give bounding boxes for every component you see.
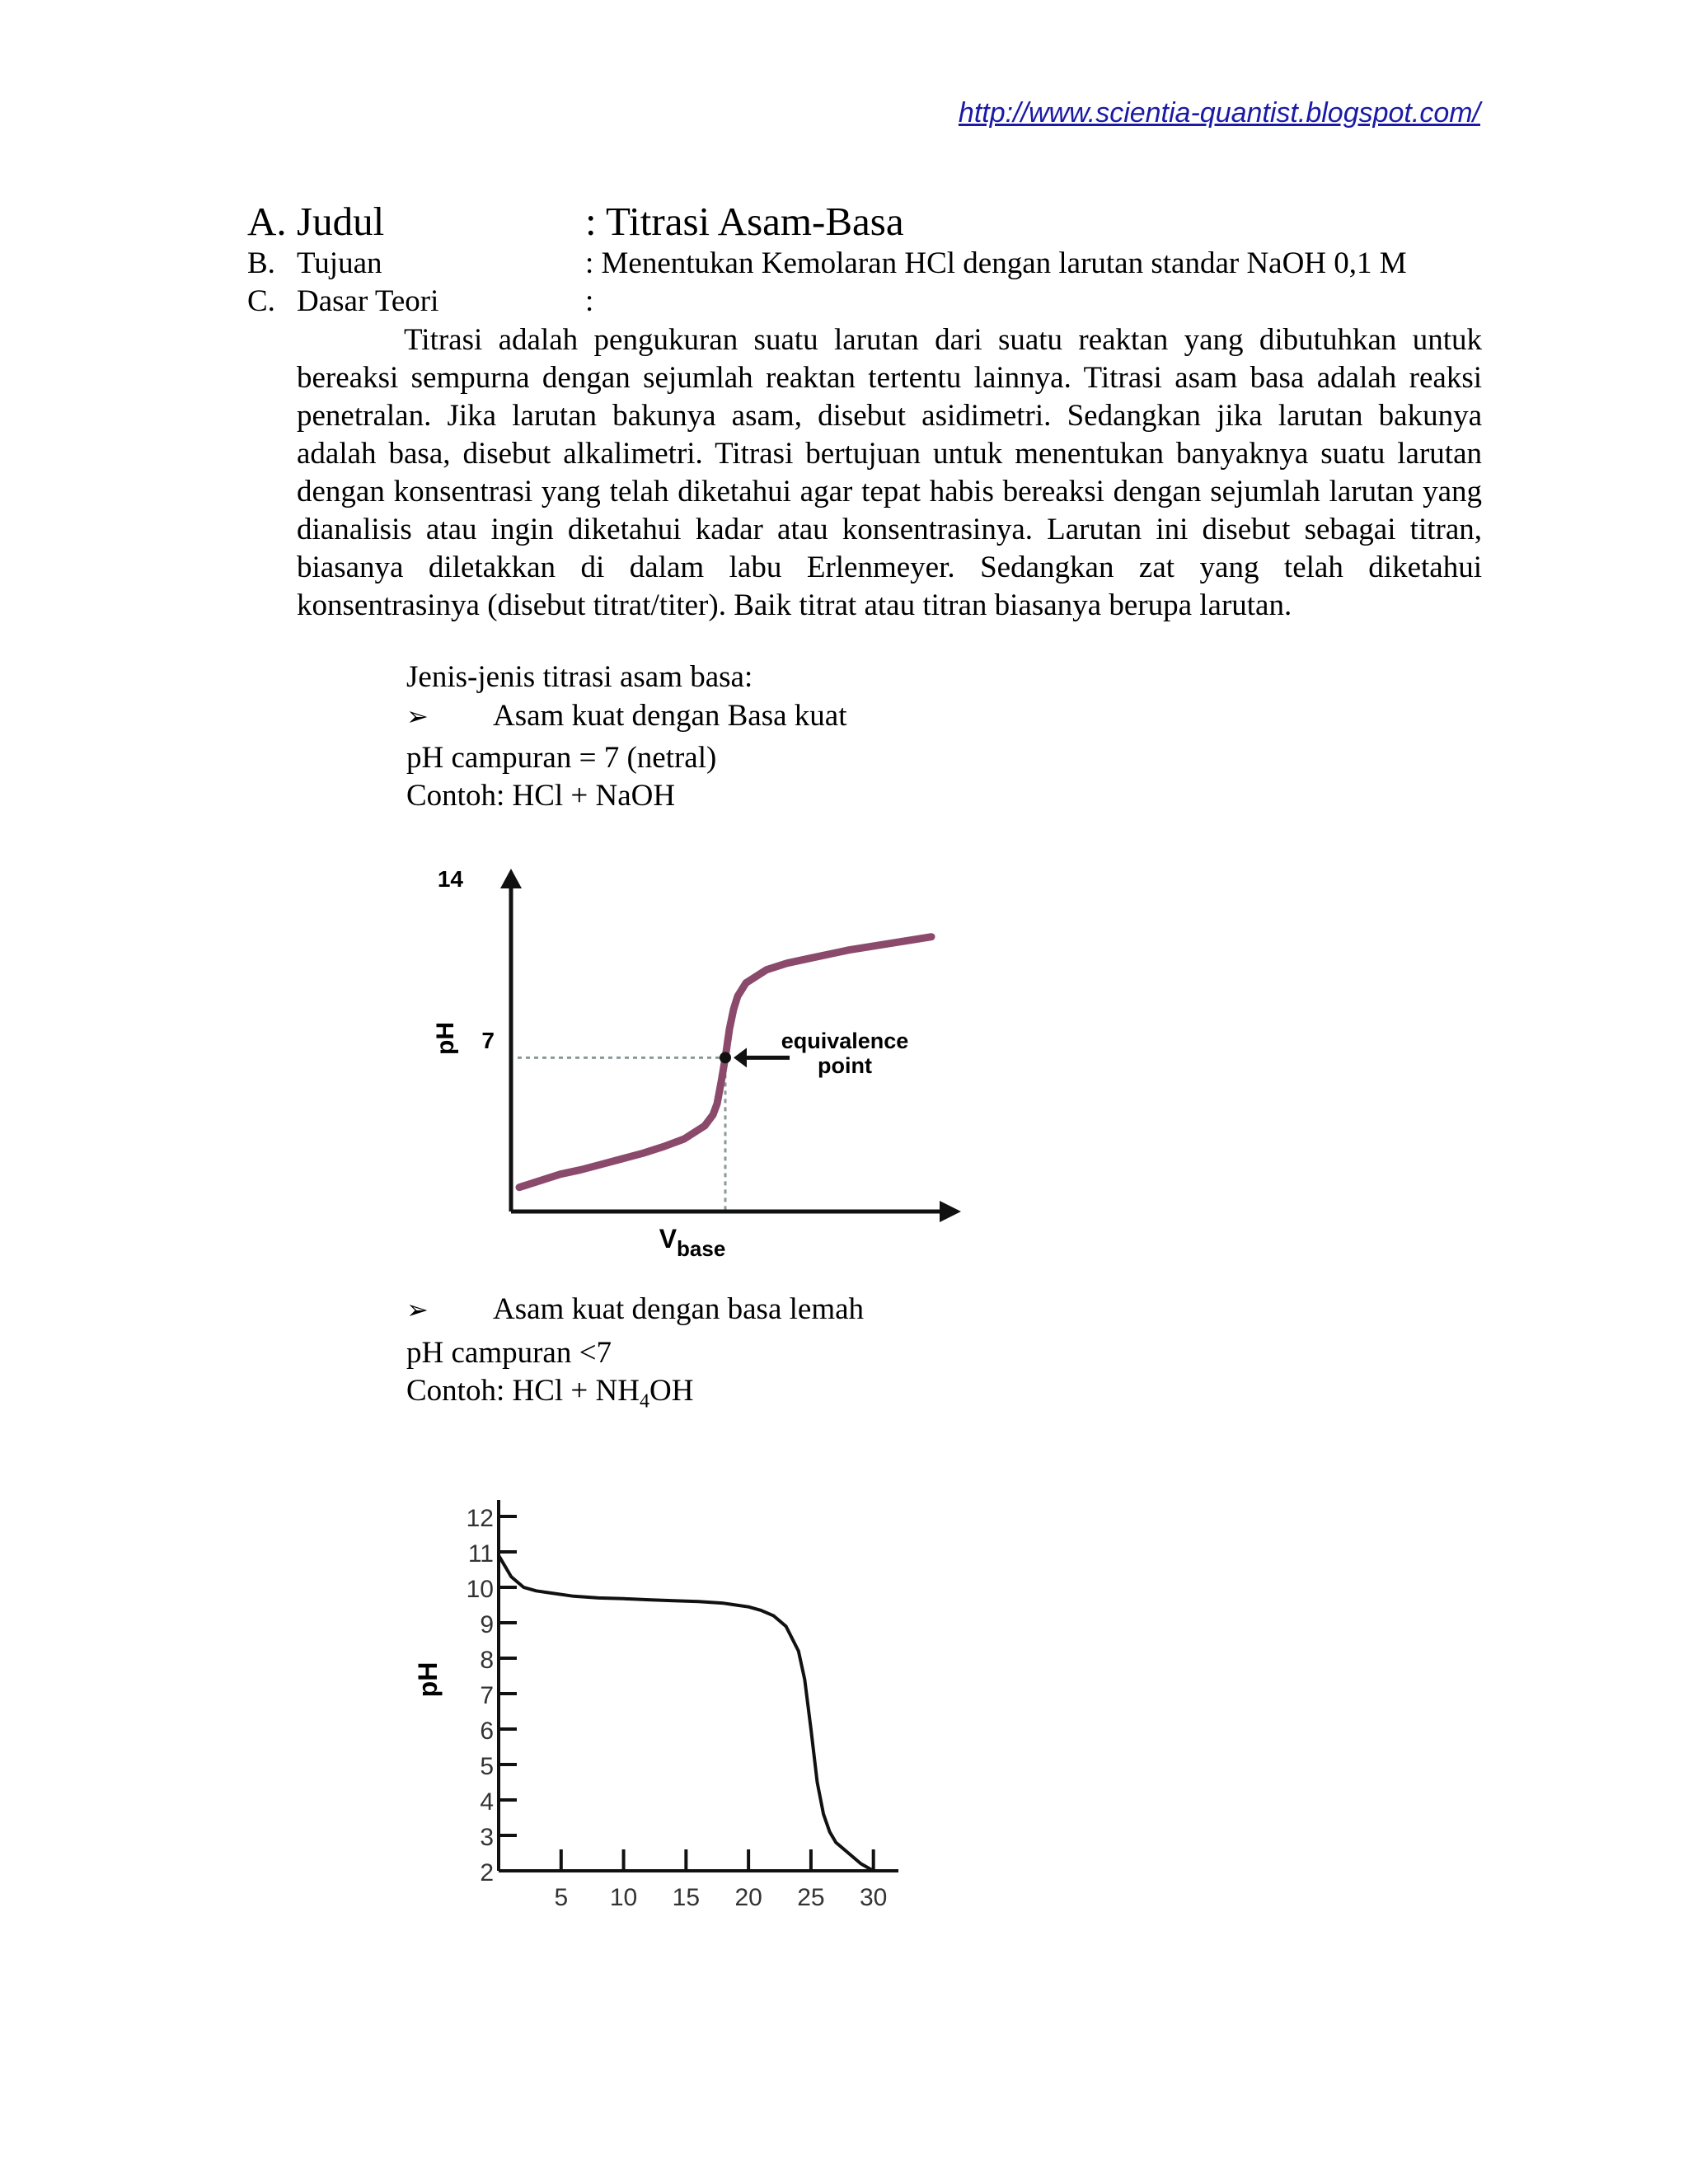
section-value: : Menentukan Kemolaran HCl dengan larutan standar NaOH 0,1 M [585, 246, 1407, 280]
section-theory-row [247, 284, 593, 319]
y-tick-label: 11 [467, 1540, 494, 1568]
type1-example: Contoh: HCl + NaOH [406, 779, 676, 813]
bullet-title: Asam kuat dengan basa lemah [493, 1292, 865, 1326]
bullet-item [406, 1291, 864, 1327]
section-label: Judul [297, 199, 385, 244]
y-axis-label: pH [432, 1022, 459, 1055]
type1-ph: pH campuran = 7 (netral) [406, 741, 717, 775]
section-value: : Titrasi Asam-Basa [585, 199, 904, 244]
x-axis-label [659, 1224, 726, 1261]
y-tick-label: 3 [480, 1824, 494, 1851]
x-tick-label: 15 [672, 1884, 701, 1911]
y-tick-label: 4 [480, 1788, 494, 1816]
x-tick-label: 20 [734, 1884, 762, 1911]
example-subscript: 4 [639, 1390, 649, 1413]
x-tick-label: 10 [609, 1884, 638, 1911]
types-title: Jenis-jenis titrasi asam basa: [406, 660, 753, 694]
section-title-row [247, 198, 904, 245]
section-value: : [585, 284, 594, 318]
y-tick-label: 8 [480, 1647, 494, 1674]
y-tick-label: 2 [480, 1859, 494, 1886]
type2-example [406, 1373, 693, 1413]
y-axis-arrow-icon [500, 869, 522, 888]
y-tick-label: 9 [480, 1611, 494, 1638]
x-axis-label-sub: base [677, 1236, 726, 1261]
x-axis-label-main: V [659, 1224, 678, 1254]
section-label: Dasar Teori [297, 284, 439, 318]
y-tick-label: 6 [480, 1718, 494, 1745]
strong-acid-strong-base-chart [412, 841, 973, 1277]
theory-paragraph: Titrasi adalah pengukuran suatu larutan dari suatu reaktan yang dibutuhkan untuk bereaksi sempurna dengan sejumlah reaktan tertentu lainnya. Titrasi asam basa adalah reaksi penetralan. Jika larutan bakunya asam, disebut asidimetri. Sedangkan jika larutan bakunya adalah basa, disebut alkalimetri. Titrasi bertujuan untuk menentukan banyaknya suatu larutan dengan konsentrasi yang telah diketahui agar tepat habis bereaksi dengan sejumlah larutan yang dianalisis atau ingin diketahui kadar atau konsentrasinya. Larutan ini disebut sebagai titran, biasanya diletakkan di dalam labu Erlenmeyer. Sedangkan zat yang telah diketahui konsentrasinya (disebut titrat/titer). Baik titrat atau titran biasanya berupa larutan. [297, 323, 1482, 622]
example-suffix: OH [649, 1374, 694, 1408]
y-tick-label: 5 [480, 1753, 494, 1780]
y-tick-label: 7 [481, 1028, 495, 1053]
equivalence-label-line2: point [818, 1053, 872, 1078]
equivalence-arrow-icon [734, 1047, 747, 1067]
header-url-link[interactable]: http://www.scientia-quantist.blogspot.com/ [958, 97, 1480, 129]
arrow-bullet-icon: ➢ [406, 701, 429, 732]
section-letter: C. [247, 284, 275, 318]
section-label: Tujuan [297, 246, 382, 280]
x-tick-label: 30 [860, 1884, 888, 1911]
equivalence-point [720, 1052, 731, 1063]
x-tick-label: 25 [797, 1884, 825, 1911]
section-letter: A. [247, 199, 287, 244]
x-axis-arrow-icon [940, 1201, 961, 1222]
arrow-bullet-icon: ➢ [406, 1294, 429, 1325]
section-letter: B. [247, 246, 275, 280]
y-tick-label: 7 [480, 1682, 494, 1709]
x-tick-label: 5 [554, 1884, 569, 1911]
equivalence-label-line1: equivalence [781, 1029, 909, 1053]
bullet-title: Asam kuat dengan Basa kuat [493, 699, 847, 733]
section-objective-row [247, 246, 1407, 281]
strong-acid-weak-base-chart [412, 1483, 923, 1929]
y-tick-label: 14 [437, 866, 463, 892]
bullet-item [406, 698, 847, 733]
titration-curve-line [499, 1555, 874, 1871]
y-axis-label: pH [413, 1661, 443, 1698]
type2-ph: pH campuran <7 [406, 1336, 612, 1370]
example-prefix: Contoh: HCl + NH [406, 1374, 640, 1408]
y-tick-label: 10 [466, 1576, 494, 1603]
y-tick-label: 12 [466, 1505, 494, 1532]
